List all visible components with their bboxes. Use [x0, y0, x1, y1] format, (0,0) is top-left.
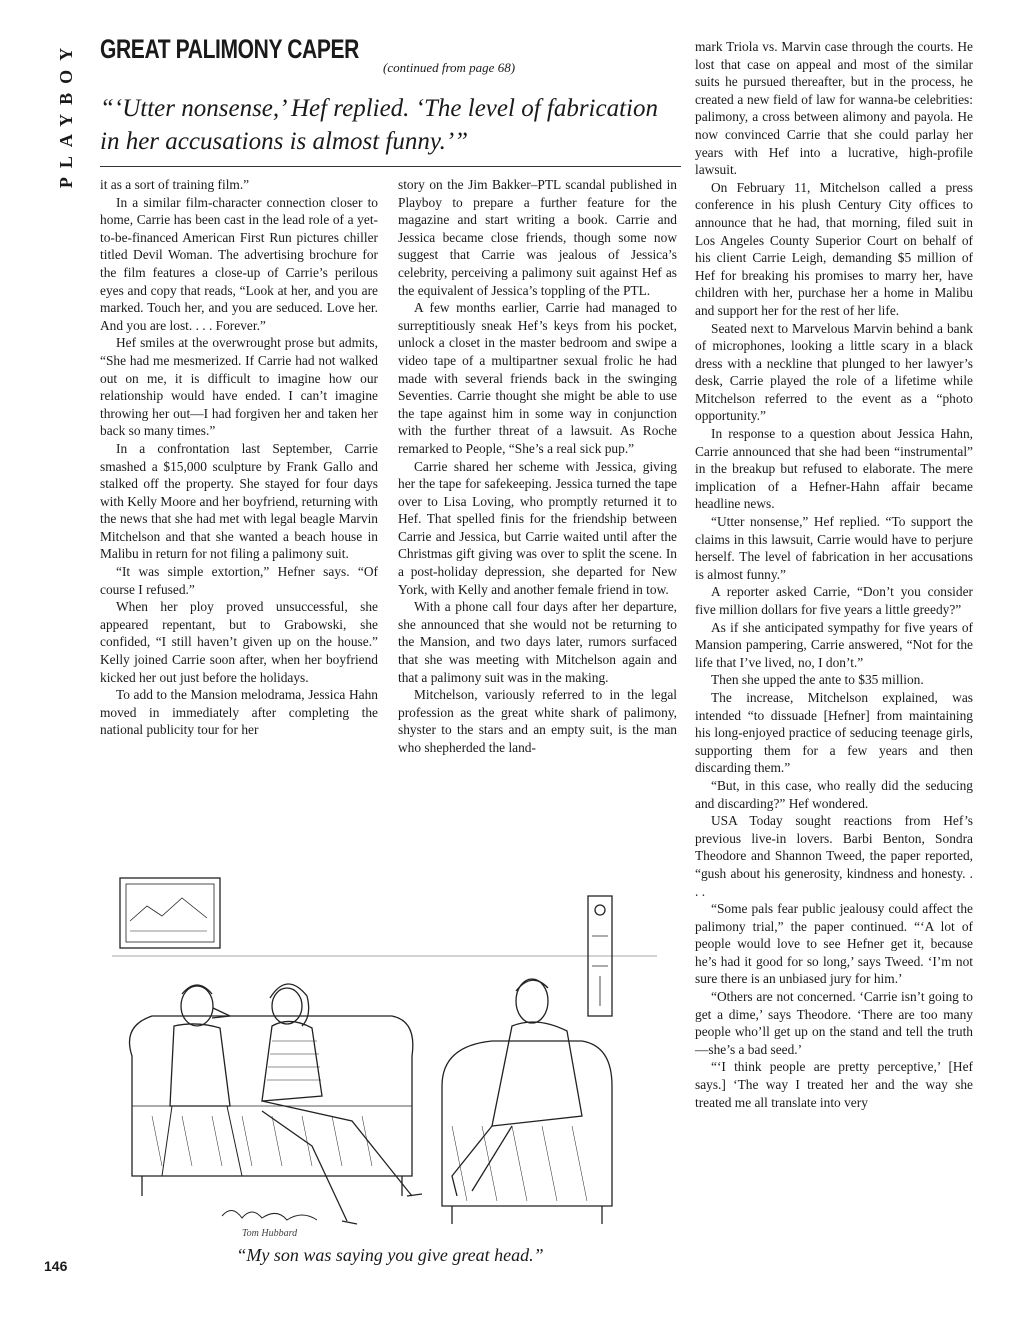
article-paragraph: A few months earlier, Carrie had managed to surreptitiously sneak Hef’s keys from his pocket, unlock a closet in the master bedroom and swipe a video tape of a multipartner sexual frolic he had made with several friends back in the swinging Seventies. Carrie thought she might be able to use the tape against him in some way in conjunction with the further threat of a lawsuit. As Roche remarked to People, “She’s a real sick pup.”: [398, 300, 677, 456]
article-paragraph: To add to the Mansion melodrama, Jessica Hahn moved in immediately after completing the national publicity tour for her: [100, 687, 378, 738]
article-paragraph: mark Triola vs. Marvin case through the courts. He lost that case on appeal and most of the similar suits he pursued thereafter, but in the process, he created a new field of law for wanna-be celebrities: palimony, a cross between alimony and payola. He now convinced Carrie that she could parlay her years with Hef into a lucrative, high-profile lawsuit.: [695, 39, 973, 178]
article-paragraph: In response to a question about Jessica Hahn, Carrie announced that she had been “instrumental” in the breakup but refused to elaborate. The mere implication of a Hefner-Hahn affair became headline news.: [695, 426, 973, 512]
article-paragraph: Mitchelson, variously referred to in the legal profession as the great white shark of palimony, shyster to the stars and an empty suit, is the man who shepherded the land-: [398, 687, 677, 755]
article-column-1: [100, 176, 378, 739]
article-paragraph: “Others are not concerned. ‘Carrie isn’t going to get a dime,’ says Theodore. ‘There are too many people who’ll get up on the stand and tell the truth—she’s a bad seed.’: [695, 989, 973, 1057]
cartoon-signature: Tom Hubbard: [242, 1228, 298, 1239]
article-paragraph: story on the Jim Bakker–PTL scandal published in Playboy to prepare a further feature for the magazine and start writing a book. Carrie and Jessica became close friends, though some now suggest that Carrie was jealous of Jessica’s celebrity, perceiving a palimony suit against Hef as the equivalent of Jessica’s toppling of the PTL.: [398, 177, 677, 298]
article-paragraph: it as a sort of training film.”: [100, 177, 250, 192]
article-column-2: [398, 176, 677, 757]
article-paragraph: As if she anticipated sympathy for five years of Mansion pampering, Carrie answered, “Not for the life that I’ve lived, no, I don’t.”: [695, 619, 973, 670]
armchair: [442, 1041, 612, 1206]
man-left-head: [181, 986, 213, 1026]
article-paragraph: “Utter nonsense,” Hef replied. “To support the claims in this lawsuit, Carrie would have to perjure herself. The level of fabrication in her accusations is almost funny.”: [695, 514, 973, 582]
sofa: [130, 1016, 413, 1176]
pull-quote: “‘Utter nonsense,’ Hef replied. ‘The level of fabrication in her accusations is almost funny.’”: [100, 95, 658, 155]
continued-note: (continued from page 68): [383, 60, 516, 75]
article-paragraph: “But, in this case, who really did the seducing and discarding?” Hef wondered.: [695, 777, 973, 811]
cartoon-illustration: [112, 876, 657, 1240]
magazine-logo-sidebar: [57, 28, 77, 198]
article-paragraph: In a confrontation last September, Carrie smashed a $15,000 sculpture by Frank Gallo and stalked off the property. She stayed for four days with Kelly Moore and her boyfriend, returning with the news that she had met with legal beagle Marvin Mitchelson and that she wanted a beach house in Malibu in return for not filing a palimony suit.: [100, 440, 378, 562]
article-paragraph: Hef smiles at the overwrought prose but admits, “She had me mesmerized. If Carrie had not walked out on me, it is difficult to imagine how our relationship would have ended. I can’t imagine throwing her out—I had forgiven her and taken her back so many times.”: [100, 335, 378, 439]
article-column-3: [695, 38, 973, 1111]
article-paragraph: When her ploy proved unsuccessful, she appeared repentant, but to Grabowski, she confided, “I still haven’t given up on the house.” Kelly joined Carrie soon after, when her boyfriend kicked her out just before the holidays.: [100, 599, 378, 685]
article-paragraph: On February 11, Mitchelson called a press conference in his plush Century City offices to announce that he had, that morning, filed suit in Los Angeles County Superior Court on behalf of his client Carrie Leigh, demanding $5 million of Hef for breaking his promises to marry her, have children with her, purchase her a home in Malibu and support her for the rest of her life.: [695, 179, 973, 318]
article-paragraph: A reporter asked Carrie, “Don’t you consider five million dollars for five years a little greedy?”: [695, 584, 973, 617]
article-paragraph: “It was simple extortion,” Hefner says. “Of course I refused.”: [100, 564, 378, 597]
article-paragraph: “‘I think people are pretty perceptive,’ [Hef says.] ‘The way I treated her and the way she treated me all translate into very: [695, 1059, 973, 1110]
article-paragraph: “Some pals fear public jealousy could affect the palimony trial,” the paper continued. “‘A lot of people would love to see Hefner get it, because he’s had it good for so long,’ says Tweed. ‘I’m not sure there is an unbiased jury for him.’: [695, 901, 973, 987]
page-number: 146: [44, 1258, 68, 1274]
header-rule: [100, 166, 681, 167]
article-paragraph: USA Today sought reactions from Hef’s previous live-in lovers. Barbi Benton, Sondra Theodore and Shannon Tweed, the paper reported, “gush about his generosity, kindness and honesty. . . .: [695, 813, 973, 899]
headline-title: GREAT PALIMONY CAPER: [100, 34, 359, 64]
article-paragraph: Seated next to Marvelous Marvin behind a bank of microphones, looking a little scary in a black dress with a neckline that plunged to her lawyer’s desk, Carrie played the role of a lifetime while Mitchelson referred to the event as a “photo opportunity.”: [695, 320, 973, 424]
article-paragraph: Then she upped the ante to $35 million.: [711, 672, 924, 688]
wall-picture-frame: [120, 878, 220, 948]
article-paragraph: With a phone call four days after her departure, she announced that she would not be returning to the Mansion, and two days later, rumors surfaced that she was meeting with Mitchelson again and that a palimony suit was in the making.: [398, 599, 677, 685]
article-paragraph: The increase, Mitchelson explained, was intended “to dissuade [Hefner] from maintaining his long-enjoyed practice of seducing teenage girls, supporting them for a few years and then discarding them.”: [695, 689, 973, 776]
article-paragraph: In a similar film-character connection closer to home, Carrie has been cast in the lead role of a yet-to-be-financed American First Run pictures chiller titled Devil Woman. The advertising brochure for the film features a close-up of Carrie’s perilous eyes and copy that reads, “Look at her, and you are marked. Touch her, and you are seduced. Love her. And you are lost. . . . Forever.”: [100, 194, 378, 333]
signature-scribble: [222, 1210, 317, 1220]
woman-head: [272, 988, 302, 1024]
cartoon-caption: “My son was saying you give great head.”: [236, 1245, 544, 1265]
article-paragraph: Carrie shared her scheme with Jessica, giving her the tape for safekeeping. Jessica turned the tape over to Lisa Loving, who promptly returned it to Hef. That spelled finis for the friendship between Carrie and Jessica, but Carrie waited until after the Christmas gift giving was over to split the scene. In a post-holiday depression, she departed for New York, with Kelly and another female friend in tow.: [398, 458, 677, 597]
magazine-name: PLAYBOY: [56, 38, 77, 188]
